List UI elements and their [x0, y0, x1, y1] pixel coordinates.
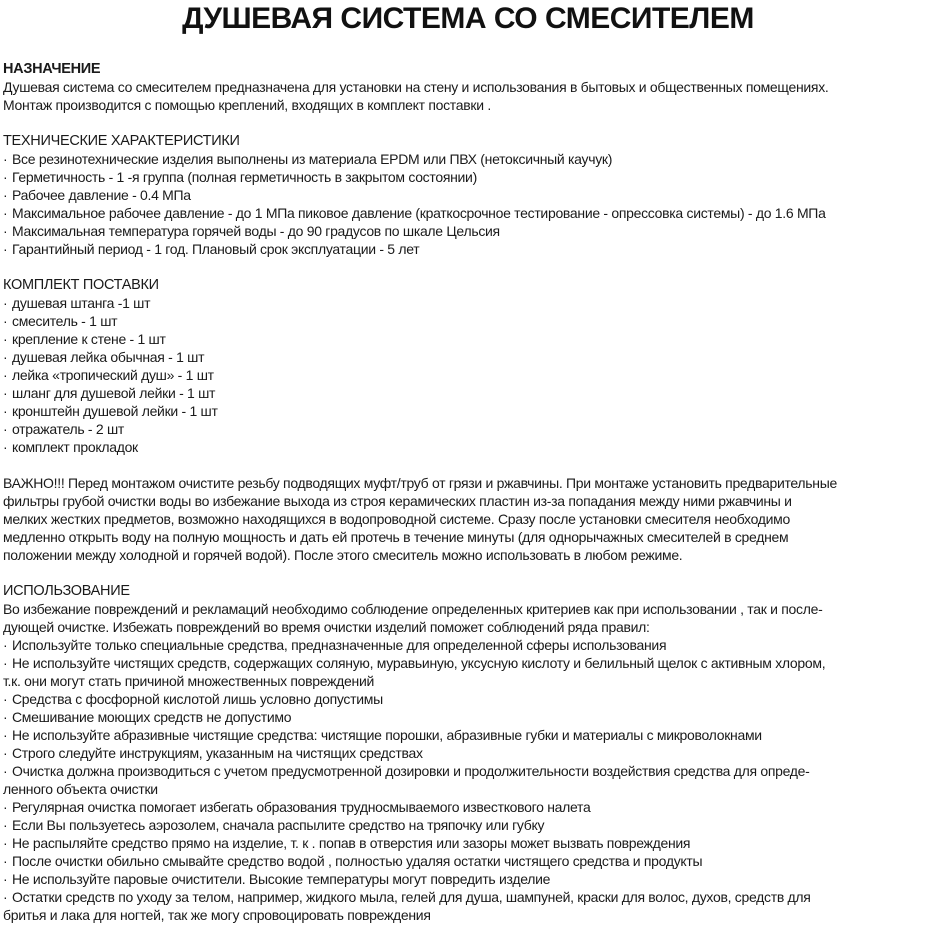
bullet-line: · Герметичность - 1 -я группа (полная герметичность в закрытом состоянии) [3, 169, 477, 185]
bullet-line: · комплект прокладок [3, 439, 138, 455]
usage-rules-list [3, 636, 933, 924]
bullet-dot: · [3, 151, 8, 167]
bullet-line: · Гарантийный период - 1 год. Плановый срок эксплуатации - 5 лет [3, 241, 420, 257]
bullet-dot: · [3, 817, 8, 833]
text-line: медленно открыть воду на полную мощность и дать ей протечь в течение минуты (для однорычажных смесителей в среднем [3, 529, 789, 545]
bullet-line: · крепление к стене - 1 шт [3, 331, 166, 347]
bullet-line: · Не используйте паровые очистители. Высокие температуры могут повредить изделие [3, 871, 551, 887]
section-package [3, 276, 933, 456]
text-line: дующей очистке. Избежать повреждений во время очистки изделий поможет соблюдений ряда правил: [3, 619, 650, 635]
text-line: положении между холодной и горячей водой). После этого смеситель можно использовать в любом режиме. [3, 547, 683, 563]
bullet-line: · Остатки средств по уходу за телом, например, жидкого мыла, гелей для душа, шампуней, краски для волос, духов, средств для [3, 889, 811, 905]
bullet-dot: · [3, 349, 8, 365]
bullet-line: · шланг для душевой лейки - 1 шт [3, 385, 216, 401]
bullet-line: · душевая штанга -1 шт [3, 295, 151, 311]
usage-intro-paragraph [3, 600, 933, 636]
bullet-dot: · [3, 691, 8, 707]
bullet-dot: · [3, 853, 8, 869]
package-list [3, 294, 933, 456]
bullet-dot: · [3, 295, 8, 311]
important-paragraph [3, 474, 933, 564]
bullet-dot: · [3, 205, 8, 221]
bullet-line: · Все резинотехнические изделия выполнены из материала EPDM или ПВХ (нетоксичный каучук) [3, 151, 613, 167]
section-heading-usage: ИСПОЛЬЗОВАНИЕ [3, 583, 130, 599]
bullet-dot: · [3, 439, 8, 455]
bullet-dot: · [3, 187, 8, 203]
bullet-line: · смеситель - 1 шт [3, 313, 118, 329]
bullet-dot: · [3, 385, 8, 401]
bullet-dot: · [3, 709, 8, 725]
section-specs [3, 132, 933, 258]
purpose-paragraph [3, 78, 933, 114]
text-line: ВАЖНО!!! Перед монтажом очистите резьбу подводящих муфт/труб от грязи и ржавчины. При монтаже установить предварительные [3, 475, 837, 491]
bullet-line: · лейка «тропический душ» - 1 шт [3, 367, 214, 383]
bullet-line: · После очистки обильно смывайте средство водой , полностью удаляя остатки чистящего средства и продукты [3, 853, 703, 869]
bullet-line: · Максимальное рабочее давление - до 1 МПа пиковое давление (краткосрочное тестирование - опрессовка системы) - до 1.6 МПа [3, 205, 826, 221]
bullet-dot: · [3, 727, 8, 743]
text-line: мелких жестких предметов, возможно находящихся в водопроводной системе. Сразу после установки смесителя необходимо [3, 511, 790, 527]
section-usage [3, 582, 933, 924]
bullet-dot: · [3, 169, 8, 185]
bullet-line: · Очистка должна производиться с учетом предусмотренной дозировки и продолжительности воздействия средства для опреде- [3, 763, 810, 779]
section-heading-purpose: НАЗНАЧЕНИЕ [3, 61, 101, 77]
bullet-line: · кронштейн душевой лейки - 1 шт [3, 403, 218, 419]
document-title: ДУШЕВАЯ СИСТЕМА СО СМЕСИТЕЛЕМ [182, 2, 754, 35]
bullet-dot: · [3, 367, 8, 383]
bullet-dot: · [3, 745, 8, 761]
bullet-line: · Не распыляйте средство прямо на изделие, т. к . попав в отверстия или зазоры может вызвать повреждения [3, 835, 691, 851]
bullet-line: · Не используйте абразивные чистящие средства: чистящие порошки, абразивные губки и материалы с микроволокнами [3, 727, 762, 743]
bullet-dot: · [3, 889, 8, 905]
text-line: Во избежание повреждений и рекламаций необходимо соблюдение определенных критериев как при использовании , так и после- [3, 601, 823, 617]
bullet-dot: · [3, 421, 8, 437]
bullet-line: · Регулярная очистка помогает избегать образования трудносмываемого известкового налета [3, 799, 591, 815]
bullet-line: · Максимальная температура горячей воды - до 90 градусов по шкале Цельсия [3, 223, 500, 239]
bullet-continuation-line: ленного объекта очистки [3, 781, 158, 797]
bullet-line: · Смешивание моющих средств не допустимо [3, 709, 292, 725]
bullet-line: · Используйте только специальные средства, предназначенные для определенной сферы использования [3, 637, 667, 653]
bullet-continuation-line: т.к. они могут стать причиной множественных повреждений [3, 673, 375, 689]
section-important [3, 474, 933, 564]
bullet-continuation-line: бритья и лака для ногтей, так же могу спровоцировать повреждения [3, 907, 431, 923]
bullet-line: · душевая лейка обычная - 1 шт [3, 349, 205, 365]
bullet-line: · Не используйте чистящих средств, содержащих соляную, муравьиную, уксусную кислоту и белильный щелок с активным хлором, [3, 655, 826, 671]
bullet-dot: · [3, 763, 8, 779]
bullet-line: · Строго следуйте инструкциям, указанным на чистящих средствах [3, 745, 423, 761]
bullet-dot: · [3, 835, 8, 851]
bullet-line: · Если Вы пользуетесь аэрозолем, сначала распылите средство на тряпочку или губку [3, 817, 545, 833]
bullet-dot: · [3, 799, 8, 815]
bullet-dot: · [3, 403, 8, 419]
bullet-dot: · [3, 655, 8, 671]
section-heading-specs: ТЕХНИЧЕСКИЕ ХАРАКТЕРИСТИКИ [3, 133, 240, 149]
bullet-dot: · [3, 871, 8, 887]
specs-list [3, 150, 933, 258]
bullet-line: · Рабочее давление - 0.4 МПа [3, 187, 191, 203]
text-line: Монтаж производится с помощью креплений, входящих в комплект поставки . [3, 97, 491, 113]
section-purpose [3, 60, 933, 114]
text-line: фильтры грубой очистки воды во избежание выхода из строя керамических пластин из-за попадания между ними ржавчины и [3, 493, 792, 509]
bullet-dot: · [3, 331, 8, 347]
section-heading-package: КОМПЛЕКТ ПОСТАВКИ [3, 277, 159, 293]
bullet-line: · отражатель - 2 шт [3, 421, 125, 437]
bullet-dot: · [3, 223, 8, 239]
bullet-dot: · [3, 313, 8, 329]
bullet-dot: · [3, 241, 8, 257]
bullet-dot: · [3, 637, 8, 653]
bullet-line: · Средства с фосфорной кислотой лишь условно допустимы [3, 691, 383, 707]
text-line: Душевая система со смесителем предназначена для установки на стену и использования в бытовых и общественных помещениях. [3, 79, 829, 95]
